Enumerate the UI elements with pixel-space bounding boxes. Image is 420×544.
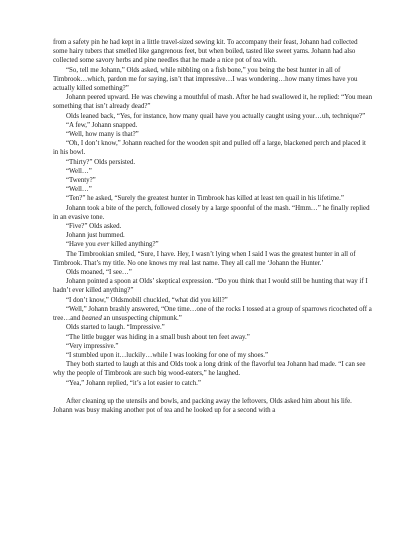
paragraph: “Well, how many is that?”	[66, 131, 139, 139]
paragraph: “Yea,” Johann replied, “it’s a lot easier to catch.”	[66, 379, 201, 387]
paragraph: The Timbrookian smiled, “Sure, I have. Hey, I wasn’t lying when I said I was the greatest hunter in all of Timbrook. That’s my title. No one knows my real last name. They all call me ‘Johann the Hunter.’	[53, 250, 356, 267]
paragraph	[53, 305, 373, 323]
paragraph: “Very impressive.”	[66, 342, 119, 350]
paragraph: “Thirty?” Olds persisted.	[66, 158, 136, 166]
paragraph-text: “Well,” Johann brashly answered, “One time…one of the rocks I tossed at a group of sparrows ricocheted off a tree…and	[53, 305, 372, 323]
paragraph: “Well…”	[66, 186, 92, 194]
paragraph: “I don’t know,” Oldsmobill chuckled, “what did you kill?”	[66, 296, 228, 304]
paragraph: “The little bugger was hiding in a small bush about ten feet away.”	[66, 333, 250, 341]
paragraph: “I stumbled upon it…luckily…while I was looking for one of my shoes.”	[66, 351, 269, 359]
paragraph-break	[53, 388, 373, 398]
paragraph: Johann pointed a spoon at Olds’ skeptical expression. “Do you think that I would still be hunting that way if I hadn’t ever killed anything?”	[53, 278, 368, 295]
paragraph: from a safety pin he had kept in a little travel-sized sewing kit. To accompany their feast, Johann had collected some hairy tubers that smelled like gangrenous feet, but when boiled, tasted like sweet yams. Johann had also collected some savory herbs and pine needles that he made a nice pot of tea with.	[53, 39, 358, 65]
paragraph: “Ten?” he asked, “Surely the greatest hunter in Timbrook has killed at least ten quail in his lifetime.”	[66, 195, 344, 203]
paragraph: “Five?” Olds asked.	[66, 223, 122, 231]
paragraph: Johann just hummed.	[66, 232, 125, 240]
paragraph: Olds leaned back, “Yes, for instance, how many quail have you actually caught using your…uh, technique?”	[66, 112, 366, 120]
paragraph-text: “Have you	[66, 241, 98, 249]
body-text	[53, 38, 373, 416]
emphasis-text: beaned	[81, 315, 102, 323]
paragraph: After cleaning up the utensils and bowls, and packing away the leftovers, Olds asked him about his life. Johann was busy making another pot of tea and he looked up for a second with a	[53, 398, 352, 415]
paragraph: “Twenty?”	[66, 177, 96, 185]
paragraph: Olds moaned, “I see…”	[66, 269, 132, 277]
paragraph: “Oh, I don’t know,” Johann reached for the wooden spit and pulled off a large, blackened perch and placed it in his bowl.	[53, 140, 366, 157]
paragraph: “Well…”	[66, 167, 92, 175]
emphasis-text: ever	[97, 241, 110, 249]
paragraph: Johann peered upward. He was chewing a mouthful of mash. After he had swallowed it, he replied: “You mean something that isn’t already dead?”	[53, 94, 373, 111]
paragraph: Olds started to laugh. “Impressive.”	[66, 324, 165, 332]
paragraph: They both started to laugh at this and Olds took a long drink of the flavorful tea Johann had made. “I can see why the people of Timbrook are such big wood-eaters,” he laughed.	[53, 361, 366, 378]
paragraph: “A few,” Johann snapped.	[66, 121, 138, 129]
paragraph	[53, 240, 373, 249]
paragraph: Johann took a bite of the perch, followed closely by a large spoonful of the mash. “Hmm…” he finally replied in an evasive tone.	[53, 204, 370, 221]
paragraph-text: an unsuspecting chipmunk.”	[101, 315, 182, 323]
paragraph: “So, tell me Johann,” Olds asked, while nibbling on a fish bone,” you being the best hunter in all of Timbrook…which, pardon me for saying, isn’t that impressive…I was wondering…how many times have you actually killed something?”	[53, 66, 358, 93]
paragraph-text: killed anything?”	[109, 241, 159, 249]
